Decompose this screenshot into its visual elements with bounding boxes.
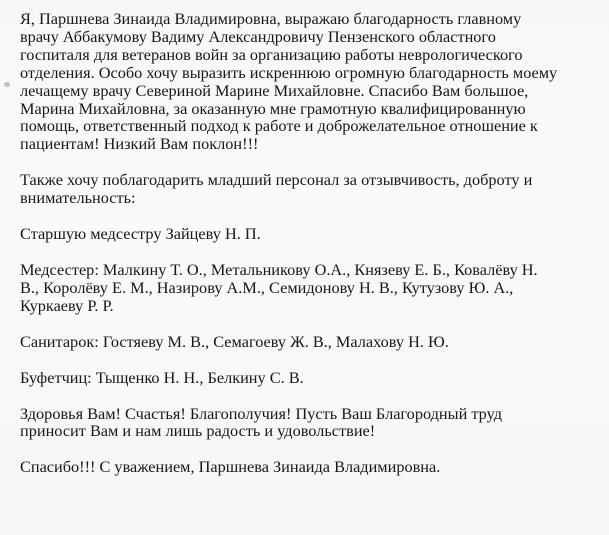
paragraph-pantry-staff: Буфетчиц: Тыщенко Н. Н., Белкину С. В. [20,367,304,387]
paragraph-orderlies: Санитарок: Гостяеву М. В., Семагоеву Ж. В., Малахову Н. Ю. [20,331,449,351]
paragraph-wishes: Здоровья Вам! Счастья! Благополучия! Пусть Ваш Благородный труд приносит Вам и нам лишь радость и удовольствие! [20,403,502,441]
paragraph-staff-intro: Также хочу поблагодарить младший персонал за отзывчивость, доброту и внимательность: [20,170,533,208]
paragraph-signature: Спасибо!!! С уважением, Паршнева Зинаида Владимировна. [20,457,441,477]
scan-speck [4,82,10,87]
paragraph-gratitude-main: Я, Паршнева Зинаида Владимировна, выражаю благодарность главному врачу Аббакумову Вадиму Александровичу Пензенского областного госпиталя для ветеранов войн за организацию работы неврологического отделения. Особо хочу выразить искреннюю огромную благодарность моему лечащему врачу Севериной Марине Михайловне. Спасибо Вам большое, Марина Михайловна, за оказанную мне грамотную квалифицированную помощь, ответственный подход к работе и доброжелательное отношение к пациентам! Низкий Вам поклон!!! [20,9,558,154]
paragraph-nurses: Медсестер: Малкину Т. О., Метальникову О.А., Князеву Е. Б., Ковалёву Н. В., Королёву Е. М., Назирову А.М., Семидонову Н. В., Кутузову Ю. А., Куркаеву Р. Р. [20,259,538,315]
paragraph-head-nurse: Старшую медсестру Зайцеву Н. П. [20,224,261,244]
letter-body [20,10,600,494]
